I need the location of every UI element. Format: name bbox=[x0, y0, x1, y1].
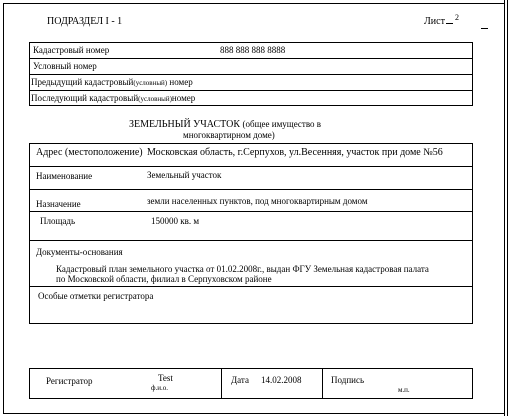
documents-text-line2: по Московской области, филиал в Серпуховском районе bbox=[56, 274, 272, 284]
sheet-trailing-line bbox=[481, 28, 488, 29]
address-value: Московская область, г.Серпухов, ул.Весенняя, участок при доме №56 bbox=[147, 147, 443, 158]
cadastral-number-label: Кадастровый номер bbox=[33, 45, 110, 55]
registrar-name: Test bbox=[158, 373, 173, 383]
section-title: ЗЕМЕЛЬНЫЙ УЧАСТОК (общее имущество в bbox=[129, 119, 322, 130]
column-divider bbox=[322, 368, 323, 399]
page-right-edge bbox=[504, 0, 508, 416]
sheet-number: 2 bbox=[455, 13, 459, 22]
row-divider bbox=[29, 240, 473, 241]
date-label: Дата bbox=[231, 375, 249, 385]
area-value: 150000 кв. м bbox=[151, 216, 200, 226]
documents-text-line1: Кадастровый план земельного участка от 01.02.2008г., выдан ФГУ Земельная кадастровая палата bbox=[56, 264, 429, 274]
sheet-underline bbox=[446, 23, 453, 24]
date-value: 14.02.2008 bbox=[261, 375, 302, 385]
name-label: Наименование bbox=[36, 171, 93, 181]
row-divider bbox=[29, 90, 473, 91]
conditional-number-label: Условный номер bbox=[33, 61, 97, 71]
subsection-title: ПОДРАЗДЕЛ I - 1 bbox=[47, 16, 123, 27]
section-subtitle: многоквартирном доме) bbox=[183, 130, 275, 140]
sheet-label: Лист bbox=[424, 16, 445, 27]
signature-label: Подпись bbox=[331, 375, 365, 385]
purpose-label: Назначение bbox=[36, 199, 81, 209]
registrar-signature-table bbox=[29, 368, 473, 399]
cadastral-number-value: 888 888 888 8888 bbox=[220, 45, 286, 55]
purpose-value: земли населенных пунктов, под многоквартирным домом bbox=[147, 196, 368, 206]
next-number-label: Последующий кадастровый(условный)номер bbox=[31, 93, 196, 103]
address-label: Адрес (местоположение) bbox=[36, 147, 143, 158]
area-label: Площадь bbox=[40, 216, 76, 226]
registrar-notes-label: Особые отметки регистратора bbox=[38, 291, 154, 301]
fio-caption: ф.и.о. bbox=[151, 384, 169, 392]
documents-label: Документы-основания bbox=[36, 247, 123, 257]
stamp-caption: м.п. bbox=[398, 386, 410, 394]
registrar-label: Регистратор bbox=[46, 376, 93, 386]
name-value: Земельный участок bbox=[147, 170, 222, 180]
column-divider bbox=[221, 368, 222, 399]
row-divider bbox=[29, 286, 473, 287]
row-divider bbox=[29, 166, 473, 167]
row-divider bbox=[29, 74, 473, 75]
previous-number-label: Предыдущий кадастровый(условный) номер bbox=[31, 77, 193, 87]
row-divider bbox=[29, 189, 473, 190]
row-divider bbox=[29, 58, 473, 59]
row-divider bbox=[29, 211, 473, 212]
